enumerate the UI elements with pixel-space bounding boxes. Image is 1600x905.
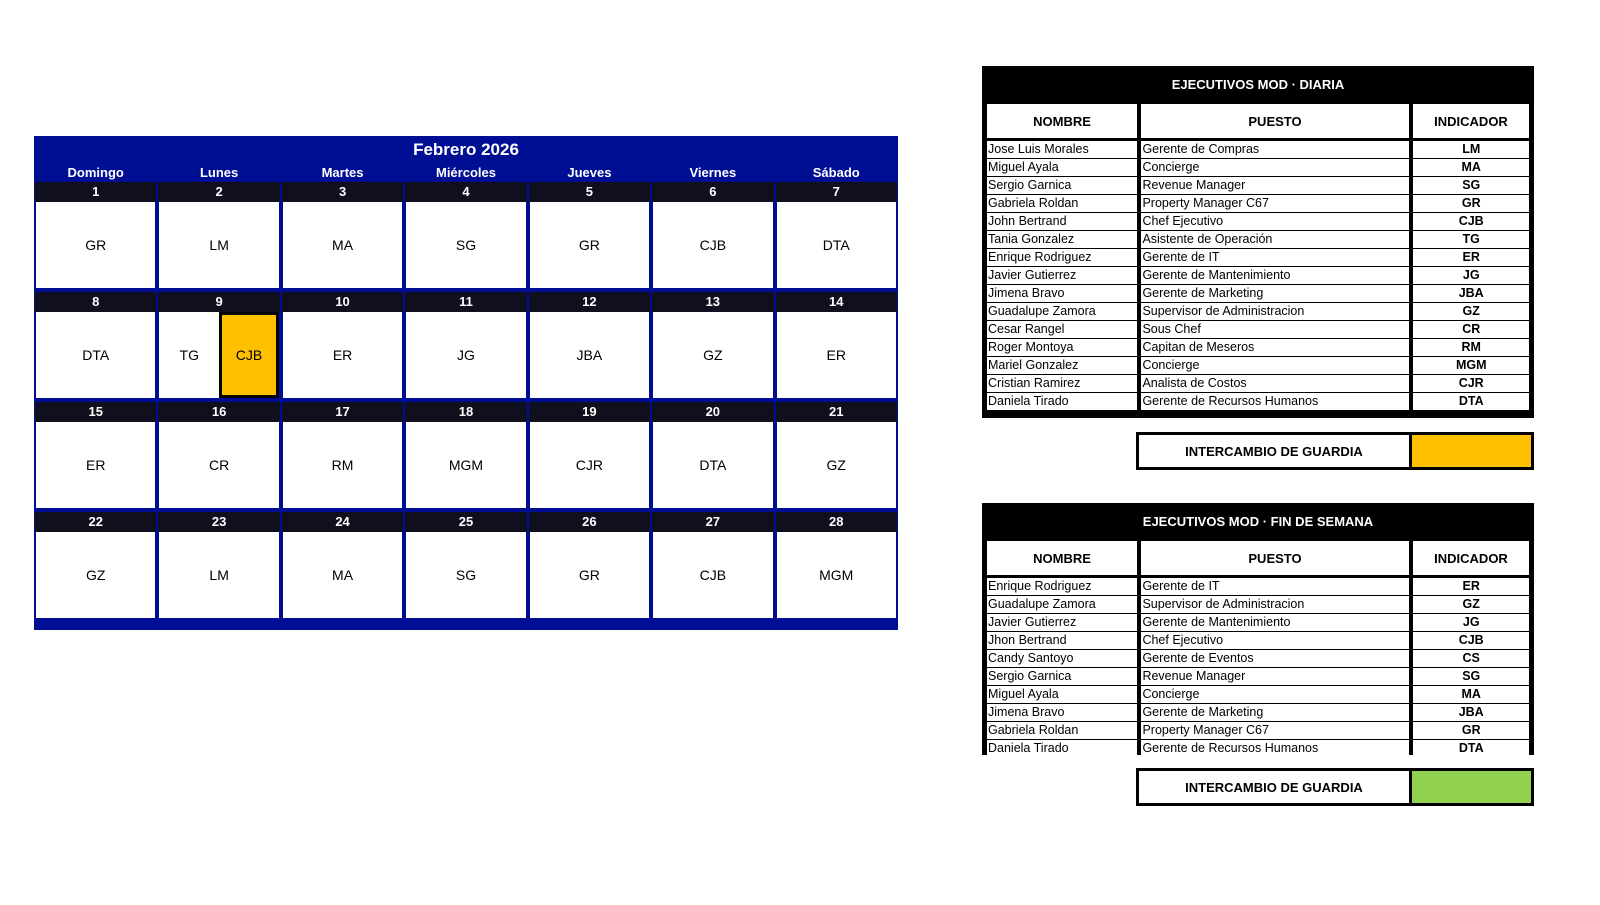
- position-cell: Supervisor de Administracion: [1141, 596, 1409, 613]
- table-row: [985, 668, 1531, 685]
- day-number: 8: [35, 292, 156, 312]
- day-number: 14: [776, 292, 897, 312]
- day-number: 27: [652, 512, 773, 532]
- indicator-cell: TG: [1413, 231, 1529, 248]
- weekday-label: Lunes: [199, 165, 239, 180]
- duty-code: CR: [209, 457, 230, 473]
- table-row: [985, 303, 1531, 320]
- header-puesto: PUESTO: [1141, 104, 1409, 138]
- day-number: 10: [282, 292, 403, 312]
- table-row: [985, 722, 1531, 739]
- table-body: [982, 138, 1534, 414]
- name-cell: Javier Gutierrez: [987, 267, 1137, 284]
- day-cell[interactable]: [653, 312, 772, 398]
- name-cell: Javier Gutierrez: [987, 614, 1137, 631]
- day-cell[interactable]: [530, 422, 649, 508]
- position-cell: Concierge: [1141, 357, 1409, 374]
- weekend-swap-legend: [1136, 768, 1534, 806]
- indicator-cell: CS: [1413, 650, 1529, 667]
- table-row: [985, 375, 1531, 392]
- calendar-week: [34, 182, 898, 292]
- position-cell: Gerente de Marketing: [1141, 285, 1409, 302]
- position-cell: Chef Ejecutivo: [1141, 632, 1409, 649]
- position-cell: Property Manager C67: [1141, 195, 1409, 212]
- indicator-cell: MA: [1413, 159, 1529, 176]
- day-number: 11: [405, 292, 526, 312]
- name-cell: Jhon Bertrand: [987, 632, 1137, 649]
- day-number: 20: [652, 402, 773, 422]
- name-cell: Jimena Bravo: [987, 285, 1137, 302]
- position-cell: Concierge: [1141, 159, 1409, 176]
- duty-code: GZ: [85, 567, 106, 583]
- duty-code: GZ: [826, 457, 846, 473]
- name-cell: John Bertrand: [987, 213, 1137, 230]
- table-row: [985, 339, 1531, 356]
- duty-code: CJR: [575, 457, 604, 473]
- daily-swap-legend: [1136, 432, 1534, 470]
- weekday-label: Domingo: [67, 165, 124, 180]
- position-cell: Gerente de Compras: [1141, 141, 1409, 158]
- indicator-cell: GR: [1413, 722, 1529, 739]
- day-cell[interactable]: [653, 422, 772, 508]
- header-nombre: NOMBRE: [987, 104, 1137, 138]
- table-row: [985, 159, 1531, 176]
- weekday-header-row: [34, 165, 898, 180]
- day-cell[interactable]: [406, 312, 525, 398]
- header-puesto: PUESTO: [1141, 541, 1409, 575]
- day-cell[interactable]: [406, 202, 525, 288]
- name-cell: Enrique Rodriguez: [987, 249, 1137, 266]
- indicator-cell: CJB: [1413, 632, 1529, 649]
- name-cell: Jose Luis Morales: [987, 141, 1137, 158]
- position-cell: Revenue Manager: [1141, 668, 1409, 685]
- indicator-cell: GR: [1413, 195, 1529, 212]
- day-number-bar: [34, 512, 898, 532]
- day-number: 26: [529, 512, 650, 532]
- table-row: [985, 704, 1531, 721]
- position-cell: Analista de Costos: [1141, 375, 1409, 392]
- indicator-cell: JG: [1413, 614, 1529, 631]
- duty-code: GZ: [703, 347, 723, 363]
- table-row: [985, 614, 1531, 631]
- day-number: 22: [35, 512, 156, 532]
- duty-code: DTA: [822, 237, 850, 253]
- table-title: EJECUTIVOS MOD · DIARIA: [1171, 77, 1345, 92]
- duty-code: MGM: [448, 457, 484, 473]
- table-row: [985, 231, 1531, 248]
- calendar-week: [34, 402, 898, 512]
- calendar-header: [34, 136, 898, 186]
- name-cell: Tania Gonzalez: [987, 231, 1137, 248]
- day-cell[interactable]: [159, 312, 278, 398]
- swap-duty-code: CJB: [219, 312, 279, 398]
- day-cell[interactable]: [283, 312, 402, 398]
- position-cell: Gerente de Mantenimiento: [1141, 614, 1409, 631]
- table-body: [982, 575, 1534, 761]
- day-cell[interactable]: [36, 422, 155, 508]
- calendar-title: Febrero 2026: [413, 140, 519, 159]
- day-cell[interactable]: [36, 532, 155, 618]
- indicator-cell: GZ: [1413, 596, 1529, 613]
- weekday-label: Viernes: [689, 165, 737, 180]
- day-cell[interactable]: [406, 532, 525, 618]
- day-cell[interactable]: [159, 202, 278, 288]
- indicator-cell: ER: [1413, 578, 1529, 595]
- table-row: [985, 321, 1531, 338]
- day-number: 9: [158, 292, 279, 312]
- day-number-bar: [34, 292, 898, 312]
- day-number: 17: [282, 402, 403, 422]
- table-row: [985, 393, 1531, 410]
- day-cell[interactable]: [36, 202, 155, 288]
- duty-code: ER: [826, 347, 846, 363]
- day-number: 1: [35, 182, 156, 202]
- name-cell: Gabriela Roldan: [987, 195, 1137, 212]
- position-cell: Gerente de IT: [1141, 249, 1409, 266]
- indicator-cell: CJB: [1413, 213, 1529, 230]
- table-row: [985, 267, 1531, 284]
- indicator-cell: JBA: [1413, 704, 1529, 721]
- duty-code: CJB: [699, 237, 727, 253]
- day-number: 21: [776, 402, 897, 422]
- name-cell: Roger Montoya: [987, 339, 1137, 356]
- day-number: 2: [158, 182, 279, 202]
- day-cell[interactable]: [777, 202, 896, 288]
- duty-code: ER: [85, 457, 106, 473]
- name-cell: Guadalupe Zamora: [987, 303, 1137, 320]
- duty-code: GR: [578, 567, 600, 583]
- legend-swatch-green: [1412, 771, 1531, 803]
- day-cell[interactable]: [653, 532, 772, 618]
- day-number: 4: [405, 182, 526, 202]
- table-header-row: [982, 104, 1534, 138]
- table-header-row: [982, 541, 1534, 575]
- duty-code: SG: [455, 567, 477, 583]
- position-cell: Gerente de IT: [1141, 578, 1409, 595]
- day-number: 12: [529, 292, 650, 312]
- day-cell[interactable]: [530, 532, 649, 618]
- legend-label: INTERCAMBIO DE GUARDIA: [1139, 771, 1409, 803]
- day-cell[interactable]: [36, 312, 155, 398]
- day-number: 25: [405, 512, 526, 532]
- name-cell: Guadalupe Zamora: [987, 596, 1137, 613]
- duty-code: GR: [85, 237, 107, 253]
- duty-code: ER: [332, 347, 353, 363]
- day-number: 3: [282, 182, 403, 202]
- duty-code: TG: [179, 347, 199, 363]
- position-cell: Gerente de Mantenimiento: [1141, 267, 1409, 284]
- position-cell: Chef Ejecutivo: [1141, 213, 1409, 230]
- duty-code: JBA: [576, 347, 603, 363]
- indicator-cell: LM: [1413, 141, 1529, 158]
- name-cell: Sergio Garnica: [987, 177, 1137, 194]
- name-cell: Candy Santoyo: [987, 650, 1137, 667]
- day-number-bar: [34, 182, 898, 202]
- table-row: [985, 213, 1531, 230]
- day-number: 6: [652, 182, 773, 202]
- indicator-cell: MGM: [1413, 357, 1529, 374]
- day-cell[interactable]: [530, 312, 649, 398]
- name-cell: Cesar Rangel: [987, 321, 1137, 338]
- day-cells-row: [34, 532, 898, 618]
- day-number: 16: [158, 402, 279, 422]
- table-row: [985, 740, 1531, 757]
- duty-code: GR: [578, 237, 600, 253]
- weekday-label: Jueves: [567, 165, 612, 180]
- day-number: 23: [158, 512, 279, 532]
- indicator-cell: JG: [1413, 267, 1529, 284]
- name-cell: Daniela Tirado: [987, 393, 1137, 410]
- weekday-label: Sábado: [812, 165, 860, 180]
- header-indicador: INDICADOR: [1413, 104, 1529, 138]
- position-cell: Capitan de Meseros: [1141, 339, 1409, 356]
- table-row: [985, 596, 1531, 613]
- name-cell: Jimena Bravo: [987, 704, 1137, 721]
- day-number: 18: [405, 402, 526, 422]
- indicator-cell: CJR: [1413, 375, 1529, 392]
- day-number: 13: [652, 292, 773, 312]
- position-cell: Property Manager C67: [1141, 722, 1409, 739]
- table-title: EJECUTIVOS MOD · FIN DE SEMANA: [1142, 514, 1374, 529]
- table-row: [985, 141, 1531, 158]
- header-indicador: INDICADOR: [1413, 541, 1529, 575]
- duty-code: JG: [457, 347, 475, 363]
- calendar: [34, 136, 898, 630]
- header-nombre: NOMBRE: [987, 541, 1137, 575]
- name-cell: Cristian Ramirez: [987, 375, 1137, 392]
- position-cell: Gerente de Recursos Humanos: [1141, 740, 1409, 757]
- name-cell: Enrique Rodriguez: [987, 578, 1137, 595]
- position-cell: Supervisor de Administracion: [1141, 303, 1409, 320]
- indicator-cell: GZ: [1413, 303, 1529, 320]
- indicator-cell: DTA: [1413, 393, 1529, 410]
- day-number-bar: [34, 402, 898, 422]
- duty-code: SG: [455, 237, 477, 253]
- duty-code: MGM: [819, 567, 854, 583]
- duty-code: RM: [331, 457, 354, 473]
- position-cell: Revenue Manager: [1141, 177, 1409, 194]
- position-cell: Sous Chef: [1141, 321, 1409, 338]
- day-number: 15: [35, 402, 156, 422]
- position-cell: Asistente de Operación: [1141, 231, 1409, 248]
- indicator-cell: RM: [1413, 339, 1529, 356]
- indicator-cell: SG: [1413, 668, 1529, 685]
- day-cells-row: [34, 202, 898, 288]
- day-cell[interactable]: [283, 202, 402, 288]
- daily-executives-table: [982, 66, 1534, 418]
- name-cell: Miguel Ayala: [987, 686, 1137, 703]
- day-cells-row: [34, 422, 898, 508]
- table-row: [985, 578, 1531, 595]
- day-cell[interactable]: [653, 202, 772, 288]
- calendar-weeks: [34, 182, 898, 622]
- day-cell[interactable]: [283, 422, 402, 508]
- table-row: [985, 285, 1531, 302]
- position-cell: Gerente de Marketing: [1141, 704, 1409, 721]
- indicator-cell: JBA: [1413, 285, 1529, 302]
- day-cell[interactable]: [530, 202, 649, 288]
- weekend-executives-table: [982, 503, 1534, 755]
- duty-code: DTA: [82, 347, 110, 363]
- duty-code: LM: [209, 567, 229, 583]
- indicator-cell: CR: [1413, 321, 1529, 338]
- weekday-label: Miércoles: [435, 165, 496, 180]
- day-cell[interactable]: [777, 422, 896, 508]
- duty-code: DTA: [699, 457, 727, 473]
- day-number: 5: [529, 182, 650, 202]
- table-row: [985, 632, 1531, 649]
- duty-code: MA: [332, 237, 354, 253]
- position-cell: Gerente de Recursos Humanos: [1141, 393, 1409, 410]
- indicator-cell: DTA: [1413, 740, 1529, 757]
- table-row: [985, 195, 1531, 212]
- table-row: [985, 249, 1531, 266]
- position-cell: Gerente de Eventos: [1141, 650, 1409, 667]
- day-cell[interactable]: [159, 532, 278, 618]
- name-cell: Gabriela Roldan: [987, 722, 1137, 739]
- duty-code: CJB: [699, 567, 727, 583]
- calendar-week: [34, 292, 898, 402]
- weekday-label: Martes: [321, 165, 364, 180]
- legend-swatch-yellow: [1412, 435, 1531, 467]
- indicator-cell: SG: [1413, 177, 1529, 194]
- calendar-week: [34, 512, 898, 622]
- day-number: 24: [282, 512, 403, 532]
- duty-code: LM: [209, 237, 229, 253]
- name-cell: Miguel Ayala: [987, 159, 1137, 176]
- name-cell: Mariel Gonzalez: [987, 357, 1137, 374]
- position-cell: Concierge: [1141, 686, 1409, 703]
- day-number: 28: [776, 512, 897, 532]
- day-cell[interactable]: [406, 422, 525, 508]
- name-cell: Daniela Tirado: [987, 740, 1137, 757]
- day-number: 7: [776, 182, 897, 202]
- day-cell[interactable]: [777, 532, 896, 618]
- table-row: [985, 686, 1531, 703]
- table-row: [985, 177, 1531, 194]
- day-cell[interactable]: [283, 532, 402, 618]
- day-cell[interactable]: [777, 312, 896, 398]
- day-cells-row: [34, 312, 898, 398]
- table-row: [985, 357, 1531, 374]
- day-cell[interactable]: [159, 422, 278, 508]
- indicator-cell: MA: [1413, 686, 1529, 703]
- duty-code: MA: [332, 567, 354, 583]
- name-cell: Sergio Garnica: [987, 668, 1137, 685]
- table-row: [985, 650, 1531, 667]
- day-number: 19: [529, 402, 650, 422]
- indicator-cell: ER: [1413, 249, 1529, 266]
- legend-label: INTERCAMBIO DE GUARDIA: [1139, 435, 1409, 467]
